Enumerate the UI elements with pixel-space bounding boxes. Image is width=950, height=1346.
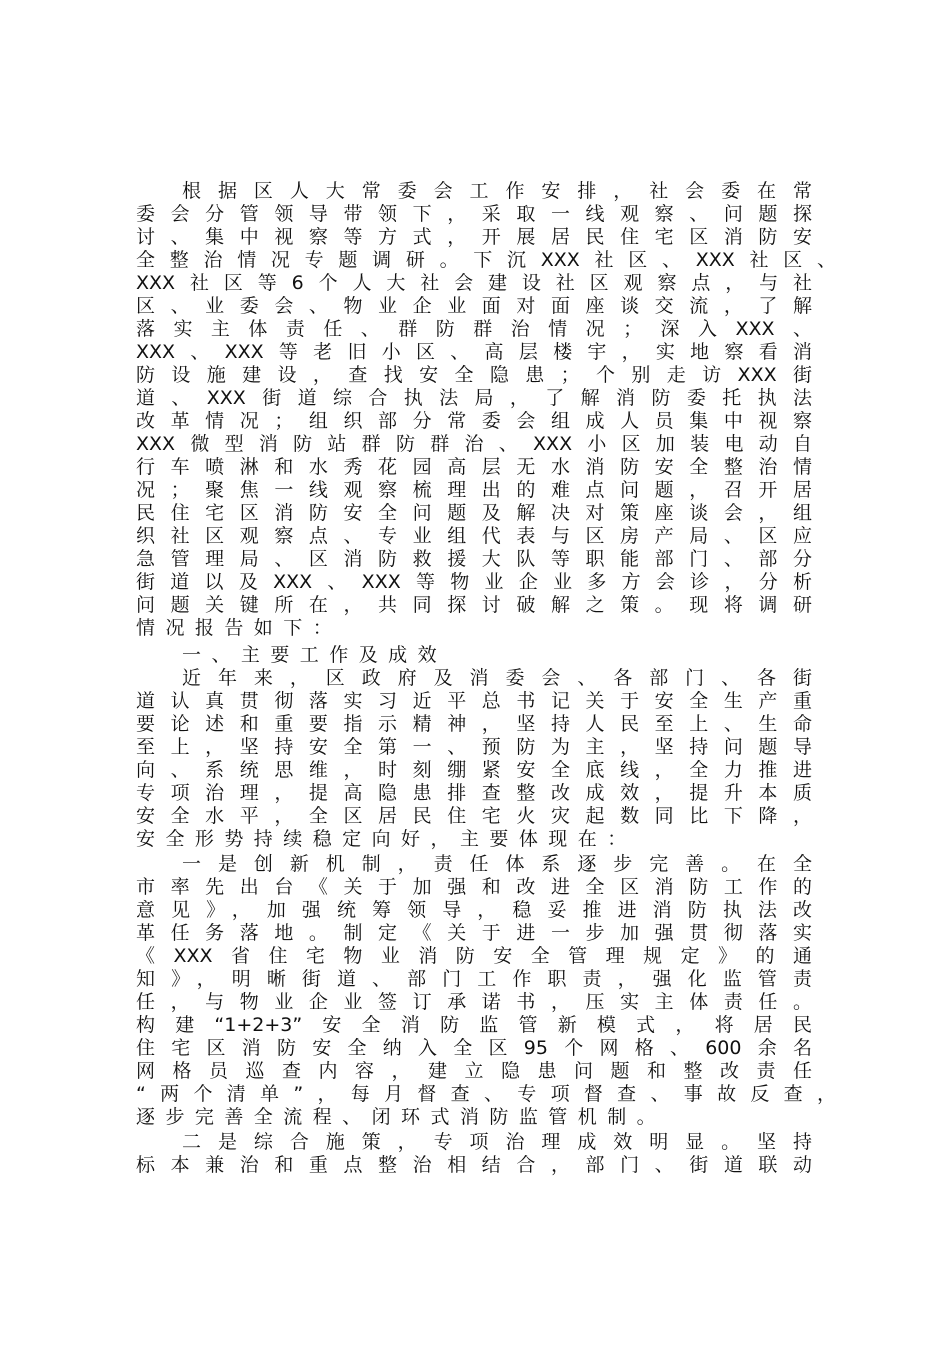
paragraph-line: 讨、集中视察等方式，开展居民住宅区消防安 xyxy=(136,226,812,248)
paragraph-line: 近年来，区政府及消委会、各部门、各街 xyxy=(182,667,812,689)
paragraph-line: 一是创新机制，责任体系逐步完善。在全 xyxy=(182,853,812,875)
paragraph-line: 《XXX省住宅物业消防安全管理规定》的通 xyxy=(136,945,812,967)
paragraph-line: 急管理局、区消防救援大队等职能部门、部分 xyxy=(136,548,812,570)
paragraph-line: 区、业委会、物业企业面对面座谈交流，了解 xyxy=(136,295,812,317)
paragraph-line: 构建“1+2+3”安全消防监管新模式，将居民 xyxy=(136,1014,812,1036)
paragraph-line: 知》，明晰街道、部门工作职责，强化监管责 xyxy=(136,968,812,990)
paragraph-line: “两个清单”，每月督查、专项督查、事故反查， xyxy=(136,1083,836,1105)
paragraph-line: 街道以及XXX、XXX等物业企业多方会诊，分析 xyxy=(136,571,812,593)
paragraph-line: 根据区人大常委会工作安排，社会委在常 xyxy=(182,180,812,202)
paragraph-line: 向、系统思维，时刻绷紧安全底线，全力推进 xyxy=(136,759,812,781)
paragraph-line: 任，与物业企业签订承诺书，压实主体责任。 xyxy=(136,991,812,1013)
paragraph-line: 安全水平，全区居民住宅火灾起数同比下降， xyxy=(136,805,812,827)
paragraph-line: 改革情况；组织部分常委会组成人员集中视察 xyxy=(136,410,812,432)
paragraph-line: 专项治理，提高隐患排查整改成效，提升本质 xyxy=(136,782,812,804)
paragraph-line: 问题关键所在，共同探讨破解之策。现将调研 xyxy=(136,594,812,616)
paragraph-line: 防设施建设，查找安全隐患；个别走访XXX街 xyxy=(136,364,812,386)
paragraph-line: 网格员巡查内容，建立隐患问题和整改责任 xyxy=(136,1060,812,1082)
paragraph-line: 况；聚焦一线观察梳理出的难点问题，召开居 xyxy=(136,479,812,501)
paragraph-line: 行车喷淋和水秀花园高层无水消防安全整治情 xyxy=(136,456,812,478)
paragraph-line: 标本兼治和重点整治相结合，部门、街道联动 xyxy=(136,1154,812,1176)
paragraph-line: 逐步完善全流程、闭环式消防监管机制。 xyxy=(136,1106,667,1128)
paragraph-line: 情况报告如下： xyxy=(136,617,343,639)
section-heading: 一、主要工作及成效 xyxy=(182,644,448,666)
paragraph-line: XXX社区等6个人大社会建设社区观察点，与社 xyxy=(136,272,812,294)
paragraph-line: 全整治情况专题调研。下沉XXX社区、XXX社区、 xyxy=(136,249,836,271)
paragraph-line: 安全形势持续稳定向好，主要体现在： xyxy=(136,828,637,850)
paragraph-line: 二是综合施策，专项治理成效明显。坚持 xyxy=(182,1131,812,1153)
paragraph-line: 革任务落地。制定《关于进一步加强贯彻落实 xyxy=(136,922,812,944)
paragraph-line: 落实主体责任、群防群治情况；深入XXX、 xyxy=(136,318,812,340)
paragraph-line: 道认真贯彻落实习近平总书记关于安全生产重 xyxy=(136,690,812,712)
paragraph-line: 要论述和重要指示精神，坚持人民至上、生命 xyxy=(136,713,812,735)
paragraph-line: 委会分管领导带领下，采取一线观察、问题探 xyxy=(136,203,812,225)
paragraph-line: XXX、XXX等老旧小区、高层楼宇，实地察看消 xyxy=(136,341,812,363)
paragraph-line: 民住宅区消防安全问题及解决对策座谈会，组 xyxy=(136,502,812,524)
paragraph-line: 至上，坚持安全第一、预防为主，坚持问题导 xyxy=(136,736,812,758)
paragraph-line: 道、XXX街道综合执法局，了解消防委托执法 xyxy=(136,387,812,409)
paragraph-line: XXX微型消防站群防群治、XXX小区加装电动自 xyxy=(136,433,812,455)
paragraph-line: 市率先出台《关于加强和改进全区消防工作的 xyxy=(136,876,812,898)
paragraph-line: 意见》，加强统筹领导，稳妥推进消防执法改 xyxy=(136,899,812,921)
paragraph-line: 织社区观察点、专业组代表与区房产局、区应 xyxy=(136,525,812,547)
paragraph-line: 住宅区消防安全纳入全区95个网格、600余名 xyxy=(136,1037,812,1059)
